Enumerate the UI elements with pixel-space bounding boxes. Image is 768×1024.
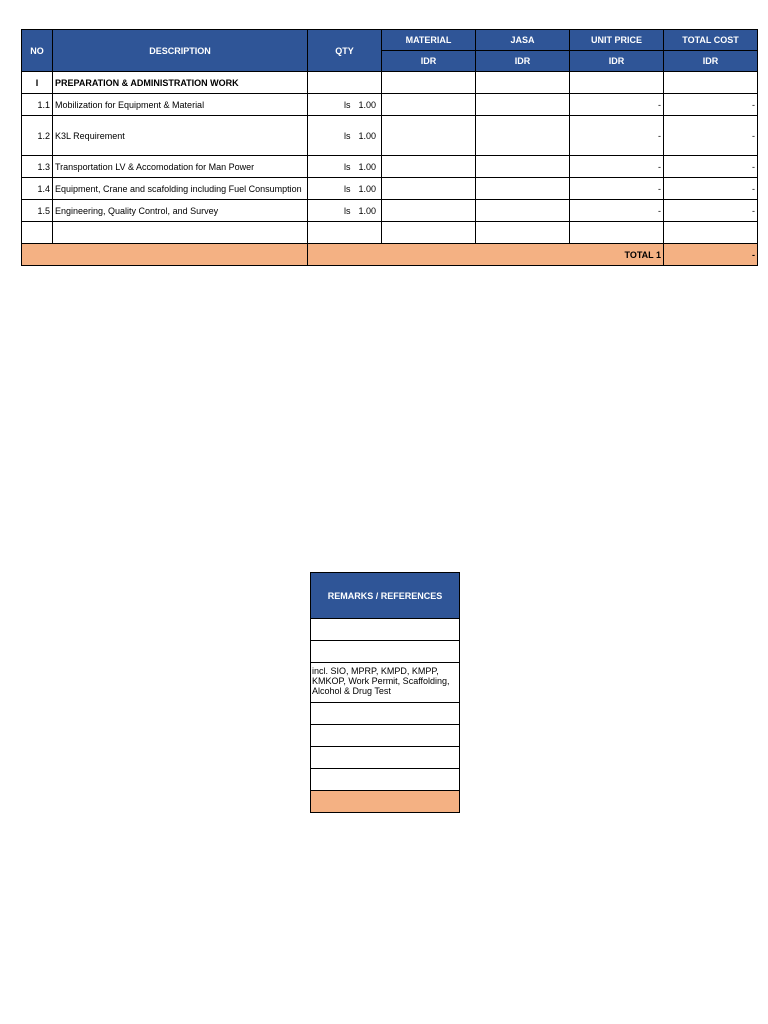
row-total-cost: - [664,178,758,200]
header-row [22,30,758,51]
header-jasa: JASA [476,30,570,51]
remarks-header-row [311,573,460,619]
row-unit-price: - [570,94,664,116]
section-title: PREPARATION & ADMINISTRATION WORK [53,72,308,94]
header-description: DESCRIPTION [53,30,308,72]
remarks-k3l-note: incl. SIO, MPRP, KMPD, KMPP, KMKOP, Work Permit, Scaffolding, Alcohol & Drug Test [311,663,460,703]
row-qty-value: 1.00 [358,205,376,216]
table-row [22,94,758,116]
remarks-row [311,725,460,747]
row-unit: ls [343,161,351,172]
row-unit-price: - [570,156,664,178]
section-no: I [22,72,53,94]
empty-row [22,222,758,244]
row-no: 1.3 [22,156,53,178]
header-unit-price: UNIT PRICE [570,30,664,51]
table-row [22,178,758,200]
row-qty-value: 1.00 [358,99,376,110]
row-qty-value: 1.00 [358,161,376,172]
header-total-cost: TOTAL COST [664,30,758,51]
table-row [22,200,758,222]
row-total-cost: - [664,116,758,156]
row-unit: ls [343,205,351,216]
header-material: MATERIAL [382,30,476,51]
total-value: - [664,244,758,266]
remarks-table [310,572,460,813]
row-description: Mobilization for Equipment & Material [53,94,308,116]
header-no: NO [22,30,53,72]
row-total-cost: - [664,156,758,178]
table-row [22,116,758,156]
header-unit-price-idr: IDR [570,51,664,72]
header-qty: QTY [308,30,382,72]
header-material-idr: IDR [382,51,476,72]
row-unit: ls [343,130,351,141]
row-total-cost: - [664,200,758,222]
row-no: 1.4 [22,178,53,200]
total-label: TOTAL 1 [308,244,664,266]
section-row [22,72,758,94]
remarks-row [311,703,460,725]
row-description: Engineering, Quality Control, and Survey [53,200,308,222]
row-no: 1.2 [22,116,53,156]
row-total-cost: - [664,94,758,116]
total-row [22,244,758,266]
row-description: Equipment, Crane and scafolding including Fuel Consumption [53,178,308,200]
row-unit-price: - [570,178,664,200]
remarks-row [311,619,460,641]
remarks-header: REMARKS / REFERENCES [311,573,460,619]
cost-table [21,29,758,266]
remarks-total-row [311,791,460,813]
remarks-row [311,747,460,769]
table-row [22,156,758,178]
row-description: K3L Requirement [53,116,308,156]
row-unit-price: - [570,200,664,222]
remarks-row [311,663,460,703]
row-qty [308,156,382,178]
remarks-row [311,641,460,663]
row-unit-price: - [570,116,664,156]
row-qty-value: 1.00 [358,183,376,194]
row-qty [308,200,382,222]
remarks-row [311,769,460,791]
row-unit: ls [343,183,351,194]
header-jasa-idr: IDR [476,51,570,72]
row-unit: ls [343,99,351,110]
row-no: 1.5 [22,200,53,222]
row-qty [308,178,382,200]
row-qty [308,116,382,156]
row-description: Transportation LV & Accomodation for Man Power [53,156,308,178]
row-qty [308,94,382,116]
row-no: 1.1 [22,94,53,116]
header-total-cost-idr: IDR [664,51,758,72]
row-qty-value: 1.00 [358,130,376,141]
